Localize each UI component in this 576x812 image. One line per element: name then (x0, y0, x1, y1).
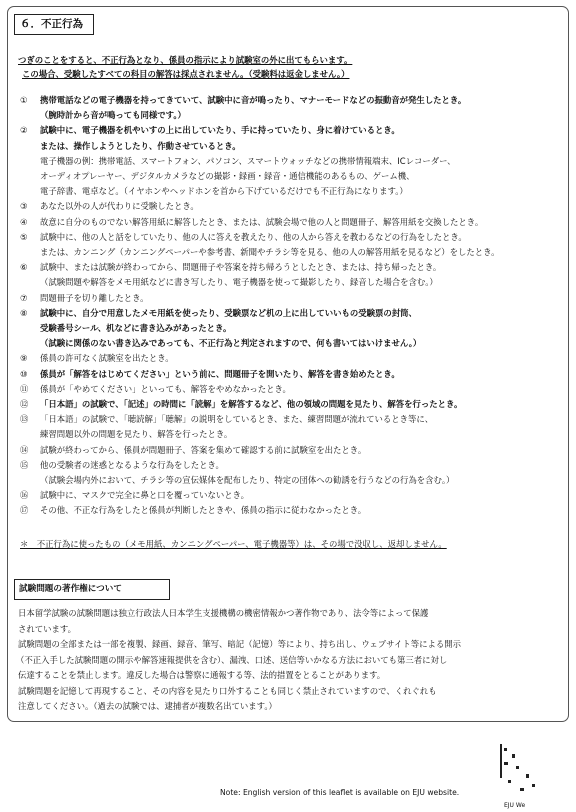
rule-text: 係員が「やめてください」といっても、解答をやめなかったとき。 (40, 383, 291, 394)
rule-item (20, 93, 466, 107)
rule-text: または、カンニング（カンニングペーパーや参考書、新聞やチラシ等を見る、他の人の解答用紙を見るなど）をしたとき。 (40, 247, 500, 257)
rule-item (20, 306, 417, 320)
rule-text: 試験中、または試験が終わってから、問題冊子や答案を持ち帰ろうとしたとき、または、持ち帰ったとき。 (40, 262, 442, 273)
rule-item (20, 215, 483, 229)
copyright-line: 日本留学試験の試験問題は独立行政法人日本学生支援機構の機密情報かつ著作物であり、法令等によって保護 (18, 608, 429, 618)
rule-item (20, 367, 400, 381)
copyright-line: 注意してください。（過去の試験では、逮捕者が複数名出ています。） (18, 701, 277, 711)
rule-number: ③ (20, 201, 28, 212)
rule-text: 試験中に、自分で用意したメモ用紙を使ったり、受験票など机の上に出していいもの受験票の封筒、 (40, 307, 417, 318)
rule-item (20, 275, 438, 289)
rule-number: ⑨ (20, 353, 28, 364)
rule-text: 受験番号シール、机などに書き込みがあったとき。 (40, 323, 232, 333)
rule-number: ⑥ (20, 262, 28, 273)
rule-item (20, 351, 174, 365)
rule-number: ⑬ (20, 414, 29, 425)
rule-text: 試験が終わってから、係員が問題冊子、答案を集めて確認する前に試験室を出たとき。 (40, 444, 367, 455)
rule-item (20, 336, 421, 350)
rule-number: ⑭ (20, 444, 29, 455)
rule-text: 携帯電話などの電子機器を持ってきていて、試験中に音が鳴ったり、マナーモードなどの振動音が発生したとき。 (40, 95, 467, 105)
logo-mark (498, 744, 544, 800)
rule-text: 係員が「解答をはじめてください」という前に、問題冊子を開いたり、解答を書き始めたとき。 (40, 368, 400, 379)
rule-item (20, 108, 186, 122)
rule-text: （試験会場内外において、チラシ等の宣伝媒体を配布したり、特定の団体への勧誘を行うなどの行為を含む。） (40, 475, 455, 485)
rule-text: （試験問題や解答をメモ用紙などに書き写したり、電子機器を使って撮影したり、録音した場合を含む。） (40, 277, 438, 288)
rule-item (20, 397, 462, 411)
rule-number: ④ (20, 216, 28, 227)
rule-text: （試験に関係のない書き込みであっても、不正行為と判定されますので、何も書いてはいけません。） (40, 338, 422, 349)
logo-text: EJU We (504, 802, 526, 809)
rule-text: 試験中に、マスクで完全に鼻と口を覆っていないとき。 (40, 490, 250, 501)
rule-item (20, 199, 199, 213)
rule-item (20, 154, 456, 168)
rule-text: あなた以外の人が代わりに受験したとき。 (40, 201, 199, 212)
rule-text: 電子辞書、電卓など。（イヤホンやヘッドホンを首から下げているだけでも不正行為になります。） (40, 186, 408, 197)
rule-item (20, 321, 231, 335)
rule-number: ⑰ (20, 505, 29, 516)
rule-item (20, 260, 441, 274)
rule-text: 故意に自分のものでない解答用紙に解答したとき、または、試験会場で他の人と問題冊子、解答用紙を交換したとき。 (40, 216, 484, 227)
rule-number: ⑩ (20, 368, 28, 379)
rule-text: その他、不正な行為をしたと係員が判断したときや、係員の指示に従わなかったとき。 (40, 505, 367, 516)
rule-text: 試験中に、他の人と話をしていたり、他の人に答えを教えたり、他の人から答えを教わるなどの行為をしたとき。 (40, 231, 467, 242)
rule-text: 問題冊子を切り離したとき。 (40, 292, 149, 303)
rule-text: または、操作しようとしたり、作動させているとき。 (40, 140, 241, 151)
copyright-title: 試験問題の著作権について (14, 579, 170, 600)
rule-text: 「日本語」の試験で、「聴読解」「聴解」の説明をしているとき、また、練習問題が流れているとき等に、 (40, 414, 434, 425)
copyright-line: されています。 (18, 623, 76, 634)
rules-panel (7, 6, 569, 722)
rule-number: ⑪ (20, 383, 29, 394)
intro-line: この場合、受験したすべての科目の解答は採点されません。（受験料は返金しません。） (22, 69, 350, 79)
rule-text: 係員の許可なく試験室を出たとき。 (40, 353, 174, 364)
rule-number: ① (20, 95, 28, 105)
copyright-line: 伝達することを禁止します。違反した場合は警察に通報する等、法的措置をとることがあります。 (18, 670, 386, 680)
rule-item (20, 245, 500, 259)
rule-item (20, 230, 467, 244)
intro-line: つぎのことをすると、不正行為となり、係員の指示により試験室の外に出てもらいます。 (18, 55, 353, 65)
rule-item (20, 291, 149, 305)
rule-item (20, 382, 291, 396)
rule-text: 他の受験者の迷惑となるような行為をしたとき。 (40, 459, 224, 470)
rule-item (20, 184, 408, 198)
rule-number: ⑦ (20, 292, 28, 303)
rule-text: 電子機器の例：携帯電話、スマートフォン、パソコン、スマートウォッチなどの携帯情報端末、ICレコーダー、 (40, 155, 456, 166)
rule-text: オーディオプレーヤー、デジタルカメラなどの撮影・録画・録音・通信機能のあるもの、ゲーム機、 (40, 171, 415, 181)
section-title: ６．不正行為 (14, 14, 94, 35)
rule-item (20, 443, 366, 457)
rule-text: 試験中に、電子機器を机やいすの上に出していたり、手に持っていたり、身に着けているとき。 (40, 125, 400, 136)
rule-item (20, 458, 224, 472)
rule-item (20, 123, 400, 137)
rule-number: ⑫ (20, 399, 29, 409)
rule-number: ⑮ (20, 459, 29, 470)
rule-item (20, 473, 454, 487)
rule-item (20, 427, 232, 441)
rule-item (20, 139, 241, 153)
copyright-line: 試験問題の全部または一部を複製、録画、録音、筆写、暗記（記憶）等により、持ち出し、ウェブサイト等による開示 (18, 639, 461, 649)
rule-item (20, 488, 249, 502)
rule-number: ⑧ (20, 307, 28, 318)
rule-text: （腕時計から音が鳴っても同様です。） (40, 110, 186, 121)
rule-number: ⑤ (20, 231, 28, 242)
rule-text: 「日本語」の試験で、「記述」の時間に「読解」を解答するなど、他の領域の問題を見たり、解答を行ったとき。 (40, 399, 463, 409)
footer-note: Note: English version of this leaflet is available on EJU website. (220, 788, 460, 797)
copyright-line: （不正入手した試験問題の開示や解答速報提供を含む）、漏洩、口述、送信等いかなる方法においても第三者に対し (16, 654, 448, 665)
copyright-line: 試験問題を記憶して再現すること、その内容を見たり口外することも同じく禁止されていますので、くれぐれも (18, 685, 437, 696)
rule-item (20, 169, 414, 183)
rule-number: ② (20, 125, 28, 136)
rule-item (20, 412, 433, 426)
rule-number: ⑯ (20, 490, 29, 501)
confiscation-note: ＊ 不正行為に使ったもの（メモ用紙、カンニングペーパー、電子機器等）は、その場で没収し、返却しません。 (20, 539, 447, 549)
rule-item (20, 503, 366, 517)
rule-text: 練習問題以外の問題を見たり、解答を行ったとき。 (40, 429, 233, 440)
